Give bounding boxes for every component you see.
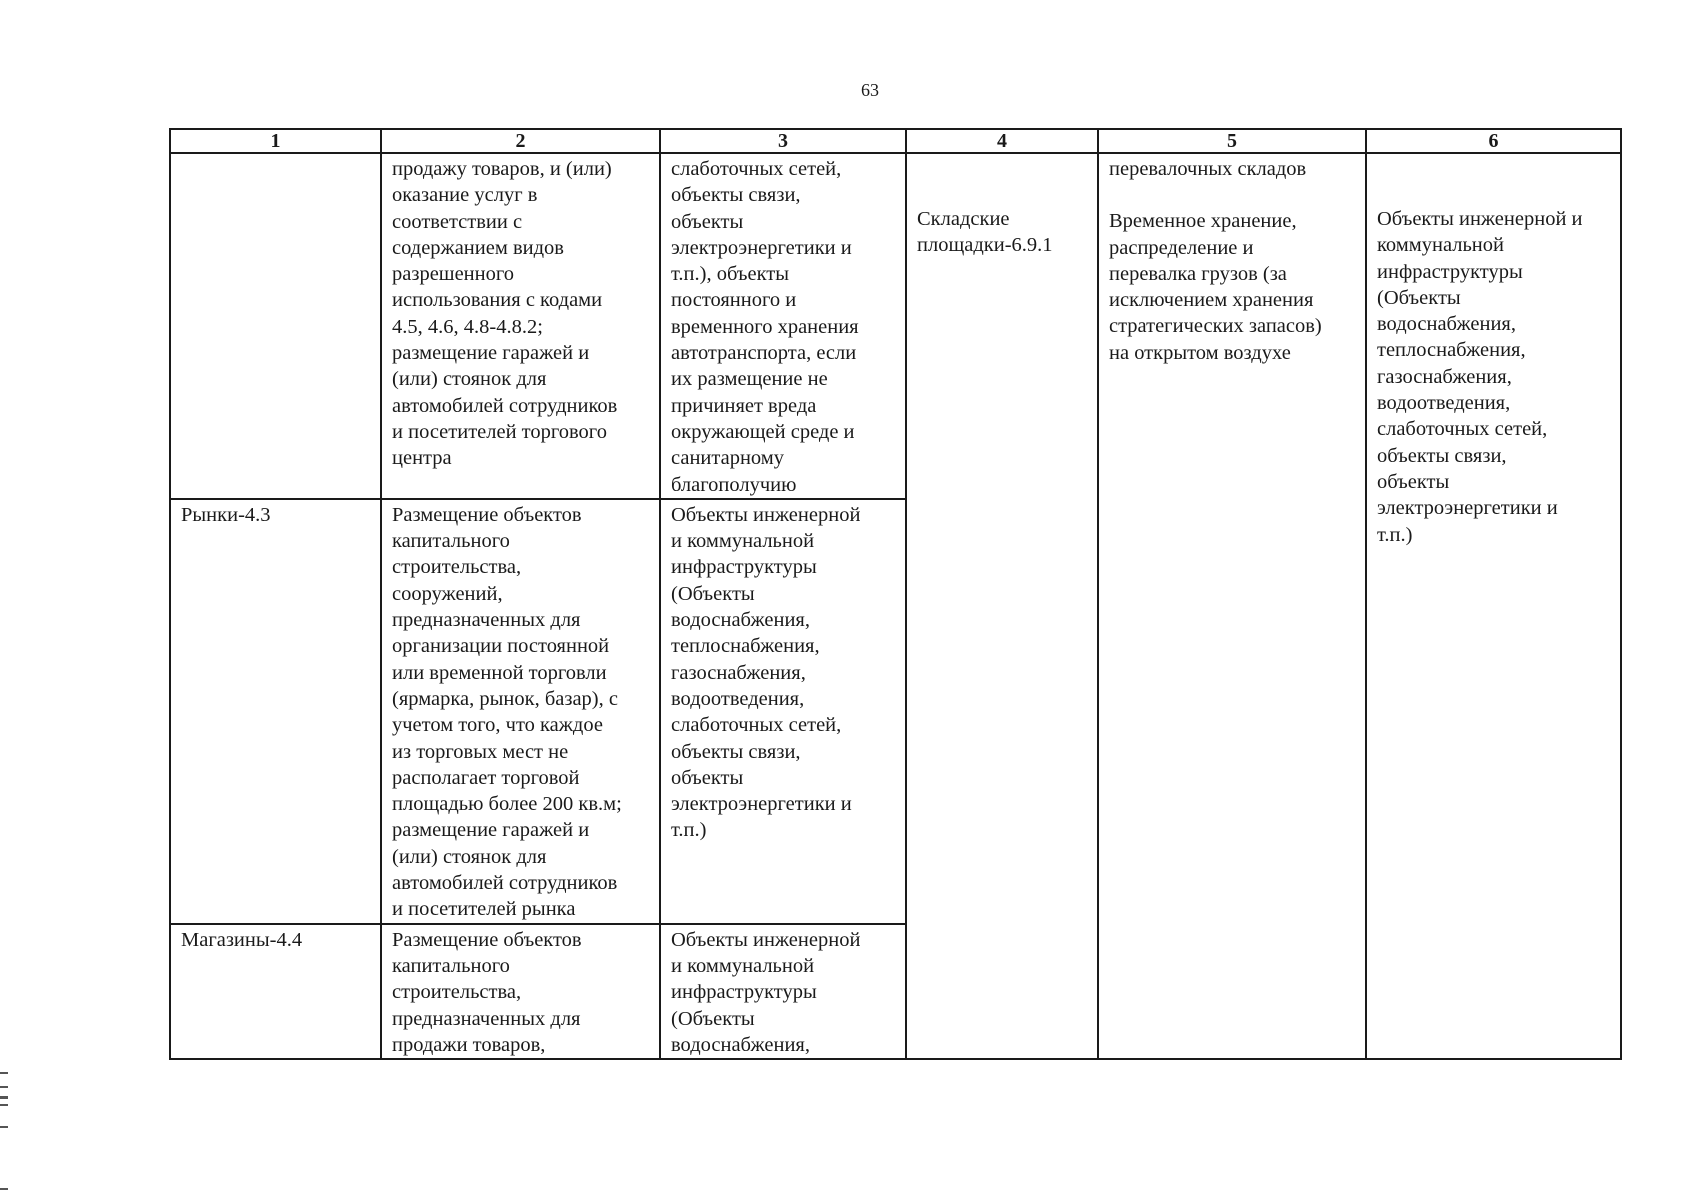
land-use-table (169, 128, 1622, 1060)
header-col-3: 3 (660, 129, 906, 153)
cell-text: Магазины-4.4 (181, 928, 303, 951)
cell-auxiliary-objects (660, 499, 906, 924)
cell-text: Объекты инженерной и коммунальной инфраструктуры (Объекты водоснабжения, (671, 928, 861, 1056)
cell-text: Временное хранение, распределение и перевалка грузов (за исключением хранения стратегических запасов) на открытом воздухе (1109, 210, 1322, 364)
scan-artifact (0, 1096, 8, 1099)
cell-text: продажу товаров, и (или) оказание услуг в соответствии с содержанием видов разрешенного использования с кодами 4.5, 4.6, 4.8-4.8.2; размещение гаражей и (или) стоянок для автомобилей сотрудников и посетителей торгового центра (392, 158, 618, 470)
cell-use-type (170, 924, 381, 1059)
cell-use-type (170, 153, 381, 499)
table-header-row (170, 129, 1621, 153)
cell-auxiliary-objects (660, 924, 906, 1059)
scan-artifact (0, 1126, 8, 1128)
cell-text: Складские площадки-6.9.1 (917, 208, 1053, 257)
cell-text: Размещение объектов капитального строительства, сооружений, предназначенных для организации постоянной или временной торговли (ярмарка, рынок, базар), с учетом того, что каждое из торговых мест не располагает торговой площадью более 200 кв.м; размещение гаражей и (или) стоянок для автомобилей сотрудников и посетителей рынка (392, 503, 622, 921)
cell-conditional-use (906, 153, 1098, 1059)
header-col-6: 6 (1366, 129, 1621, 153)
page-number: 63 (861, 80, 879, 100)
scan-artifact (0, 1086, 8, 1088)
cell-text: Размещение объектов капитального строительства, предназначенных для продажи товаров, (392, 928, 582, 1056)
cell-use-description (381, 153, 660, 499)
cell-conditional-use-description (1098, 153, 1366, 1059)
cell-text: Объекты инженерной и коммунальной инфраструктуры (Объекты водоснабжения, теплоснабжения, газоснабжения, водоотведения, слаботочных сетей, объекты связи, объекты электроэнергетики и т.п.) (1377, 208, 1583, 546)
table-row (170, 153, 1621, 499)
cell-text: Объекты инженерной и коммунальной инфраструктуры (Объекты водоснабжения, теплоснабжения, газоснабжения, водоотведения, слаботочных сетей, объекты связи, объекты электроэнергетики и т.п.) (671, 503, 861, 842)
cell-use-type (170, 499, 381, 924)
cell-text: перевалочных складов (1109, 158, 1307, 180)
cell-text: слаботочных сетей, объекты связи, объекты электроэнергетики и т.п.), объекты постоянного и временного хранения автотранспорта, если их размещение не причиняет вреда окружающей среде и санитарному благополучию (671, 158, 859, 496)
scan-artifact (0, 1188, 8, 1190)
cell-auxiliary-objects (660, 153, 906, 499)
scan-artifact (0, 1072, 8, 1074)
cell-use-description (381, 924, 660, 1059)
header-col-4: 4 (906, 129, 1098, 153)
cell-use-description (381, 499, 660, 924)
scan-artifact (0, 1104, 8, 1106)
header-col-2: 2 (381, 129, 660, 153)
header-col-1: 1 (170, 129, 381, 153)
header-col-5: 5 (1098, 129, 1366, 153)
cell-text: Рынки-4.3 (181, 503, 271, 526)
cell-conditional-auxiliary (1366, 153, 1621, 1059)
